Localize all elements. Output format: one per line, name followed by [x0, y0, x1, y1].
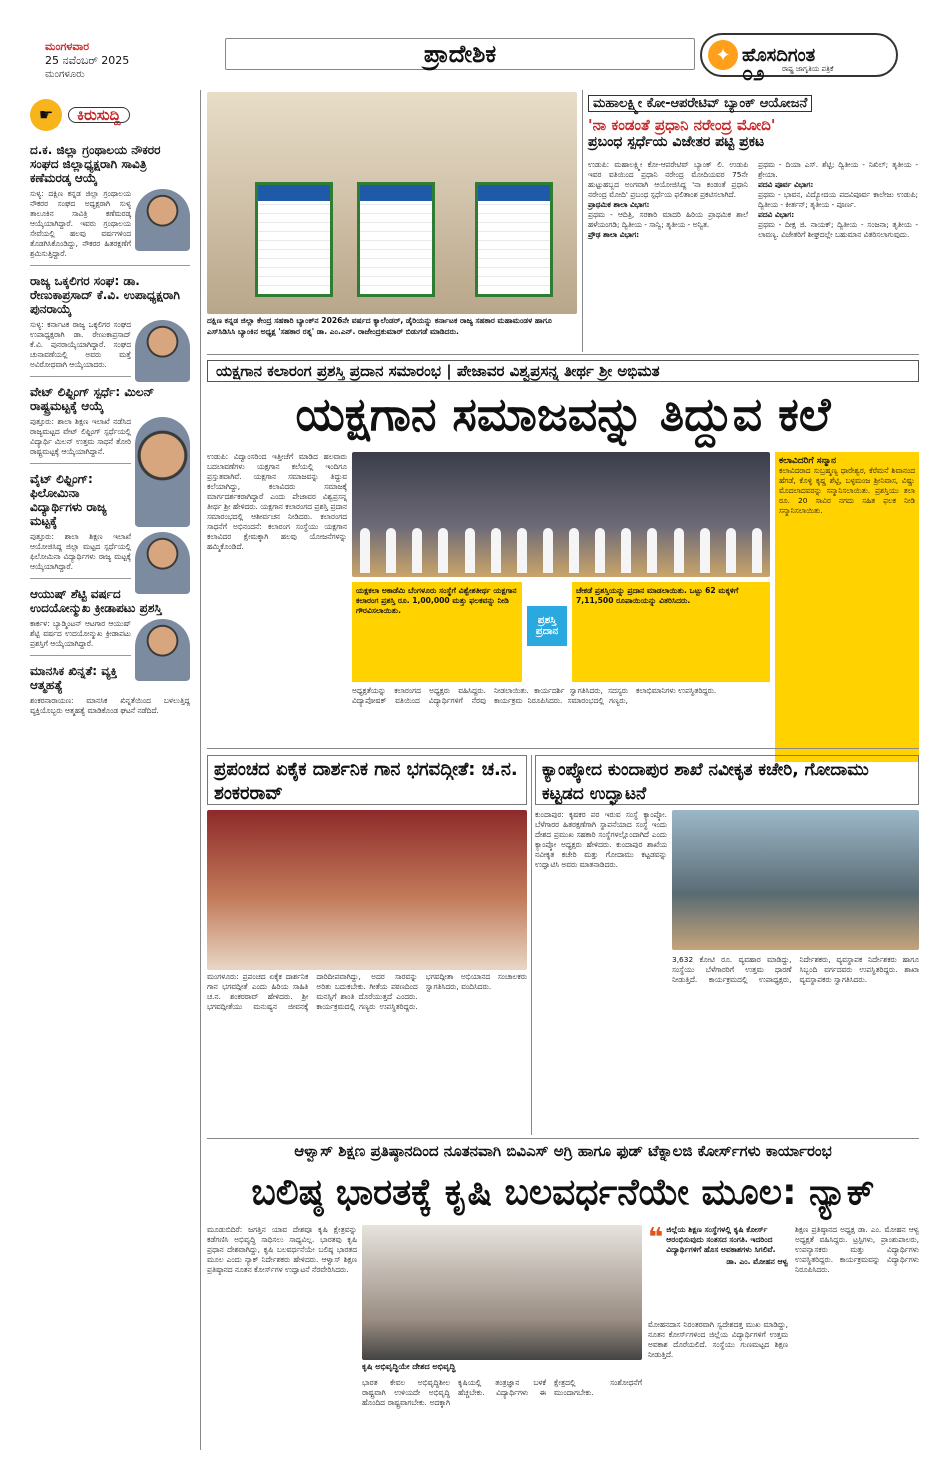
campco-right-columns: 3,632 ಕೋಟಿ ರೂ. ವ್ಯವಹಾರ ಮಾಡಿದ್ದು, ಸಂಸ್ಥೆಯು ಬೆಳೆಗಾರರಿಗೆ ಉತ್ತಮ ಧಾರಣೆ ನೀಡುತ್ತಿದೆ. ಕಾರ್ಯಕ್ರಮದಲ್ಲಿ ಉಪಾಧ್ಯಕ್ಷರು, ನಿರ್ದೇಶಕರು, ವ್ಯವಸ್ಥಾಪಕ ನಿರ್ದೇಶಕರು ಹಾಗೂ ಸಿಬ್ಬಂದಿ ವರ್ಗದವರು ಉಪಸ್ಥಿತರಿದ್ದರು. ಶಾಖಾ ವ್ಯವಸ್ಥಾಪಕರು ಸ್ವಾಗತಿಸಿದರು.: [672, 955, 919, 984]
alvas-kicker: ಆಳ್ವಾಸ್ ಶಿಕ್ಷಣ ಪ್ರತಿಷ್ಠಾನದಿಂದ ನೂತನವಾಗಿ ಬಿವಿಎಸ್ ಅಗ್ರಿ ಹಾಗೂ ಫುಡ್ ಟೆಕ್ನಾಲಜಿ ಕೋರ್ಸ್‌ಗಳು ಕಾರ್ಯಾರಂಭ: [294, 1142, 832, 1160]
weekday: ಮಂಗಳವಾರ: [45, 40, 90, 53]
campco-headline: ಕ್ಯಾಂಪ್ಕೋದ ಕುಂದಾಪುರ ಶಾಖೆ ನವೀಕೃತ ಕಚೇರಿ, ಗೋದಾಮು ಕಟ್ಟಡದ ಉದ್ಘಾಟನೆ: [535, 755, 919, 805]
column-rule: [200, 90, 201, 1450]
award-badge: ಪ್ರಶಸ್ತಿ ಪ್ರದಾನ: [527, 606, 567, 646]
story-title: 'ನಾ ಕಂಡಂತೆ ಪ್ರಧಾನಿ ನರೇಂದ್ರ ಮೋದಿ': [588, 116, 776, 134]
alvas-right-column: ಮೋಹನದಾಸ ನಿರಂತರವಾಗಿ ಸ್ವದೇಶದತ್ತ ಮುಖ ಮಾಡಿದ್ದು, ನೂತನ ಕೋರ್ಸ್‌ಗಳಿಂದ ಜಿಲ್ಲೆಯ ವಿದ್ಯಾರ್ಥಿಗಳಿಗೆ ಉತ್ತಮ ಅವಕಾಶ ದೊರೆಯಲಿದೆ. ಸಂಸ್ಥೆಯು ಗುಣಮಟ್ಟದ ಶಿಕ್ಷಣ ನೀಡುತ್ತಿದೆ.: [648, 1320, 788, 1359]
quote-mark-icon: ❝: [648, 1223, 664, 1253]
brief-body: ಪುತ್ತೂರು: ಶಾಲಾ ಶಿಕ್ಷಣ ಇಲಾಖೆ ನಡೆಸಿದ ರಾಜ್ಯಮಟ್ಟದ ವೇಟ್ ಲಿಫ್ಟಿಂಗ್ ಸ್ಪರ್ಧೆಯಲ್ಲಿ ವಿದ್ಯಾರ್ಥಿ ಮಿಲನ್ ಉತ್ತಮ ಸಾಧನೆ ತೋರಿ ರಾಷ್ಟ್ರಮಟ್ಟಕ್ಕೆ ಆಯ್ಕೆಯಾಗಿದ್ದಾನೆ.: [30, 417, 131, 456]
brief-headline: ಆಯುಷ್ ಶೆಟ್ಟಿ ವರ್ಷದ ಉದಯೋನ್ಮುಖ ಕ್ರೀಡಾಪಟು ಪ್ರಶಸ್ತಿ: [30, 587, 162, 615]
page-header: [0, 0, 945, 88]
lead-kicker: ಯಕ್ಷಗಾನ ಕಲಾರಂಗ ಪ್ರಶಸ್ತಿ ಪ್ರದಾನ ಸಮಾರಂಭ | ಪೇಜಾವರ ವಿಶ್ವಪ್ರಸನ್ನ ತೀರ್ಥ ಶ್ರೀ ಅಭಿಮತ: [207, 360, 919, 382]
city: ಮಂಗಳೂರು: [45, 69, 85, 80]
section-label: ಪದವಿ ಪೂರ್ವ ವಿಭಾಗ:: [758, 180, 814, 189]
brief-body: ಪುತ್ತೂರು: ಶಾಲಾ ಶಿಕ್ಷಣ ಇಲಾಖೆ ಆಯೋಜಿಸಿದ್ದ ಜಿಲ್ಲಾ ಮಟ್ಟದ ಸ್ಪರ್ಧೆಯಲ್ಲಿ ಫಿಲೋಮಿನಾ ವಿದ್ಯಾರ್ಥಿಗಳು ರಾಜ್ಯ ಮಟ್ಟಕ್ಕೆ ಆಯ್ಕೆಯಾಗಿದ್ದಾರೆ.: [30, 532, 131, 571]
brief-photo: [135, 532, 190, 594]
story-kicker: ಮಹಾಲಕ್ಷ್ಮೀ ಕೋ-ಆಪರೇಟಿವ್ ಬ್ಯಾಂಕ್ ಆಯೋಜನೆ: [588, 95, 812, 112]
alvas-far-right-column: ಶಿಕ್ಷಣ ಪ್ರತಿಷ್ಠಾನದ ಅಧ್ಯಕ್ಷ ಡಾ. ಎಂ. ಮೋಹನ ಆಳ್ವ ಅಧ್ಯಕ್ಷತೆ ವಹಿಸಿದ್ದರು. ಟ್ರಸ್ಟಿಗಳು, ಪ್ರಾಂಶುಪಾಲರು, ಉಪನ್ಯಾಸಕರು ಮತ್ತು ವಿದ್ಯಾರ್ಥಿಗಳು ಉಪಸ್ಥಿತರಿದ್ದರು. ಕಾರ್ಯಕ್ರಮವನ್ನು ವಿದ್ಯಾರ್ಥಿಗಳು ನಿರೂಪಿಸಿದರು.: [795, 1225, 919, 1274]
divider: [30, 578, 131, 579]
brief-body: ಕಾರ್ಕಳ: ಬ್ಯಾಡ್ಮಿಂಟನ್ ಆಟಗಾರ ಆಯುಷ್ ಶೆಟ್ಟಿ ವರ್ಷದ ಉದಯೋನ್ಮುಖ ಕ್ರೀಡಾಪಟು ಪ್ರಶಸ್ತಿಗೆ ಆಯ್ಕೆಯಾಗಿದ್ದಾರೆ.: [30, 619, 131, 648]
brief-body: ಸುಳ್ಯ: ದಕ್ಷಿಣ ಕನ್ನಡ ಜಿಲ್ಲಾ ಗ್ರಂಥಾಲಯ ನೌಕರರ ಸಂಘದ ಅಧ್ಯಕ್ಷರಾಗಿ ಸುಳ್ಯ ತಾಲೂಕಿನ ಸಾವಿತ್ರಿ ಕಣೆಮರಡ್ಕ ಆಯ್ಕೆಯಾಗಿದ್ದಾರೆ. ಇವರು ಗ್ರಂಥಾಲಯ ಸೇವೆಯಲ್ಲಿ ಹಲವು ವರ್ಷಗಳಿಂದ ತೊಡಗಿಸಿಕೊಂಡಿದ್ದು, ನೌಕರರ ಹಿತರಕ್ಷಣೆಗೆ ಶ್ರಮಿಸುತ್ತಿದ್ದಾರೆ.: [30, 189, 131, 258]
gita-event-photo: [207, 810, 527, 970]
brief-body: ಶಂಕರನಾರಾಯಣ: ಮಾನಸಿಕ ಖಿನ್ನತೆಯಿಂದ ಬಳಲುತ್ತಿದ್ದ ವ್ಯಕ್ತಿಯೊಬ್ಬರು ಆತ್ಮಹತ್ಯೆ ಮಾಡಿಕೊಂಡ ಘಟನೆ ನಡೆದಿದೆ.: [30, 696, 190, 715]
honorees-box: [775, 452, 919, 762]
box-text: ಕಲಾವಿದರಾದ ಸುಬ್ರಹ್ಮಣ್ಯ ಧಾರೇಶ್ವರ, ಕೆರೆಮನೆ ಶಿವಾನಂದ ಹೆಗಡೆ, ಕೊಳ್ಳಿ ಕೃಷ್ಣ ಶೆಟ್ಟಿ, ಬಳ್ಳಮಂಜ ಶ್ರೀನಿವಾಸ, ವಿಷ್ಣು ಮೊದಲಾದವರನ್ನು ಸನ್ಮಾನಿಸಲಾಯಿತು. ಪ್ರಶಸ್ತಿಯು ತಲಾ ರೂ. 20 ಸಾವಿರ ನಗದು ಸಹಿತ ಫಲಕ ನೀಡಿ ಸನ್ಮಾನಿಸಲಾಯಿತು.: [779, 466, 915, 515]
section-title: ಪ್ರಾದೇಶಿಕ: [225, 38, 695, 70]
quote-author: ಡಾ. ಎಂ. ಮೋಹನ ಆಳ್ವ: [726, 1257, 788, 1266]
hand-point-icon: ☛: [30, 99, 62, 131]
award-ceremony-photo: [352, 452, 770, 577]
story-essay-body: [588, 160, 918, 350]
brief-headline: ರಾಜ್ಯ ಒಕ್ಕಲಿಗರ ಸಂಘ: ಡಾ. ರೇಣುಕಾಪ್ರಸಾದ್ ಕೆ.ವಿ. ಉಪಾಧ್ಯಕ್ಷರಾಗಿ ಪುನರಾಯ್ಕೆ: [30, 274, 180, 316]
calendar-release-photo: [207, 92, 577, 314]
section-label: ಪ್ರಾಥಮಿಕ ಶಾಲಾ ವಿಭಾಗ:: [588, 200, 650, 209]
article-text: ಪ್ರಥಮ - ಭಾವನ, ವಿದ್ಯೋದಯ ಪದವಿಪೂರ್ವ ಕಾಲೇಜು ಉಡುಪಿ; ದ್ವಿತೀಯ - ಕೀರ್ತನ್; ತೃತೀಯ - ಪೂರ್ಣ.: [758, 190, 918, 209]
section-rule: [207, 748, 919, 749]
brief-photo: [135, 619, 190, 681]
article-text: ಪ್ರಥಮ - ಆದಿತ್ರಿ, ಸರಕಾರಿ ಮಾದರಿ ಹಿರಿಯ ಪ್ರಾಥಮಿಕ ಶಾಲೆ ಹಳೆಯಂಗಡಿ; ದ್ವಿತೀಯ - ಸಾನ್ವಿ; ತೃತೀಯ - ಅನ್ವಿತ.: [588, 210, 748, 229]
subhead: ಕೃಷಿ ಅಭಿವೃದ್ಧಿಯೇ ದೇಶದ ಅಭಿವೃದ್ಧಿ: [362, 1362, 456, 1371]
quote-text: ಜಿಲ್ಲೆಯ ಶಿಕ್ಷಣ ಸಂಸ್ಥೆಗಳಲ್ಲಿ ಕೃಷಿ ಕೋರ್ಸ್ ಆರಂಭಿಸುವುದು ಸಂತಸದ ಸಂಗತಿ. ಇದರಿಂದ ವಿದ್ಯಾರ್ಥಿಗಳಿಗೆ ಹೊಸ ಅವಕಾಶಗಳು ಸಿಗಲಿವೆ.: [666, 1225, 776, 1254]
alvas-left-column: ಮೂಡುಬಿದಿರೆ: ಜಗತ್ತಿನ ಯಾವ ದೇಶವೂ ಕೃಷಿ ಕ್ಷೇತ್ರವನ್ನು ಕಡೆಗಣಿಸಿ ಅಭಿವೃದ್ಧಿ ಸಾಧಿಸಲು ಸಾಧ್ಯವಿಲ್ಲ. ಭಾರತವು ಕೃಷಿ ಪ್ರಧಾನ ದೇಶವಾಗಿದ್ದು, ಕೃಷಿ ಬಲವರ್ಧನೆಯೇ ಬಲಿಷ್ಠ ಭಾರತದ ಮೂಲ ಎಂದು ನ್ಯಾಕ್ ನಿರ್ದೇಶಕರು ಹೇಳಿದರು. ಆಳ್ವಾಸ್ ಶಿಕ್ಷಣ ಪ್ರತಿಷ್ಠಾನದ ನೂತನ ಕೋರ್ಸ್‌ಗಳ ಉದ್ಘಾಟನೆ ನೆರವೇರಿಸಿದರು.: [207, 1225, 357, 1274]
story-essay-header: [588, 92, 918, 150]
section-label: ಪದವಿ ವಿಭಾಗ:: [758, 210, 795, 219]
alvas-mid-columns: ಭಾರತ ಕೇವಲ ಅಭಿವೃದ್ಧಿಶೀಲ ರಾಷ್ಟ್ರವಾಗಿ ಉಳಿಯದೇ ಅಭಿವೃದ್ಧಿ ಹೊಂದಿದ ರಾಷ್ಟ್ರವಾಗಬೇಕು. ಅದಕ್ಕಾಗಿ ಕೃಷಿಯಲ್ಲಿ ತಂತ್ರಜ್ಞಾನ ಬಳಕೆ ಹೆಚ್ಚಬೇಕು. ವಿದ್ಯಾರ್ಥಿಗಳು ಈ ಕ್ಷೇತ್ರದಲ್ಲಿ ಸಂಶೋಧನೆಗೆ ಮುಂದಾಗಬೇಕು.: [362, 1378, 642, 1407]
box-title: ಕಲಾವಿದರಿಗೆ ಸನ್ಮಾನ: [779, 456, 836, 466]
brief-headline: ಮಾನಸಿಕ ಖಿನ್ನತೆ: ವ್ಯಕ್ತಿ ಆತ್ಮಹತ್ಯೆ: [30, 664, 118, 692]
section-rule: [207, 1138, 919, 1139]
story-subtitle: ಪ್ರಬಂಧ ಸ್ಪರ್ಧೆಯ ವಿಜೇತರ ಪಟ್ಟಿ ಪ್ರಕಟ: [588, 134, 765, 150]
column-rule: [582, 90, 583, 352]
divider: [30, 265, 190, 266]
briefs-header: [30, 95, 190, 135]
article-text: ಉಡುಪಿ: ಮಹಾಲಕ್ಷ್ಮೀ ಕೋ-ಆಪರೇಟಿವ್ ಬ್ಯಾಂಕ್ ಲಿ. ಉಡುಪಿ ಇವರ ವತಿಯಿಂದ ಪ್ರಧಾನಿ ನರೇಂದ್ರ ಮೋದಿಯವರ 75ನೇ ಹುಟ್ಟುಹಬ್ಬದ ಅಂಗವಾಗಿ ಆಯೋಜಿಸಿದ್ದ 'ನಾ ಕಂಡಂತೆ ಪ್ರಧಾನಿ ನರೇಂದ್ರ ಮೋದಿ' ಪ್ರಬಂಧ ಸ್ಪರ್ಧೆಯ ಫಲಿತಾಂಶ ಪ್ರಕಟಿಸಲಾಗಿದೆ.: [588, 160, 748, 199]
brief-headline: ದ.ಕ. ಜಿಲ್ಲಾ ಗ್ರಂಥಾಲಯ ನೌಕರರ ಸಂಘದ ಜಿಲ್ಲಾಧ್ಯಕ್ಷರಾಗಿ ಸಾವಿತ್ರಿ ಕಣೆಮರಡ್ಕ ಆಯ್ಕೆ: [30, 143, 161, 185]
lead-headline: ಯಕ್ಷಗಾನ ಸಮಾಜವನ್ನು ತಿದ್ದುವ ಕಲೆ: [295, 387, 831, 441]
column-rule: [531, 755, 532, 1135]
highlight-box: ಯಕ್ಷಕಲಾ ಅಕಾಡೆಮಿ ಬೆಂಗಳೂರು ಸಂಸ್ಥೆಗೆ ವಿಶ್ವೇಶತೀರ್ಥ ಯಕ್ಷಗಾನ ಕಲಾರಂಗ ಪ್ರಶಸ್ತಿ ರೂ. 1,00,000 ಮತ್ತು ಫಲಕವನ್ನು ನೀಡಿ ಗೌರವಿಸಲಾಯಿತು.: [352, 582, 522, 682]
section-label: ಪ್ರೌಢ ಶಾಲಾ ವಿಭಾಗ:: [588, 230, 640, 239]
brief-headline: ವೈಟ್ ಲಿಫ್ಟಿಂಗ್: ಫಿಲೋಮಿನಾ ವಿದ್ಯಾರ್ಥಿಗಳು ರಾಜ್ಯ ಮಟ್ಟಕ್ಕೆ: [30, 472, 107, 528]
gita-body: ಮಂಗಳೂರು: ಪ್ರಪಂಚದ ಏಕೈಕ ದಾರ್ಶನಿಕ ಗಾನ ಭಗವದ್ಗೀತೆ ಎಂದು ಹಿರಿಯ ಸಾಹಿತಿ ಚ.ನ. ಶಂಕರರಾವ್ ಹೇಳಿದರು. ಶ್ರೀ ಭಗವದ್ಗೀತೆಯು ಮನುಷ್ಯನ ಜೀವನಕ್ಕೆ ದಾರಿದೀಪವಾಗಿದ್ದು, ಅದರ ಸಾರವನ್ನು ಅರಿತು ಬದುಕಬೇಕು. ಗೀತೆಯ ಪಠಣದಿಂದ ಮನಸ್ಸಿಗೆ ಶಾಂತಿ ದೊರೆಯುತ್ತದೆ ಎಂದರು. ಕಾರ್ಯಕ್ರಮದಲ್ಲಿ ಗಣ್ಯರು ಉಪಸ್ಥಿತರಿದ್ದರು. ಭಗವದ್ಗೀತಾ ಅಭಿಯಾನದ ಸಂಚಾಲಕರು ಸ್ವಾಗತಿಸಿದರು, ವಂದಿಸಿದರು.: [207, 972, 527, 1011]
campco-inauguration-photo: [672, 810, 919, 950]
page-number: ೦೨: [742, 61, 765, 85]
brand-tagline: ರಾಷ್ಟ್ರ ಜಾಗೃತಿಯ ಪತ್ರಿಕೆ: [782, 65, 834, 73]
divider: [30, 655, 131, 656]
photo-caption: ದಕ್ಷಿಣ ಕನ್ನಡ ಜಿಲ್ಲಾ ಕೇಂದ್ರ ಸಹಕಾರಿ ಬ್ಯಾಂಕ್‌ನ 2026ನೇ ವರ್ಷದ ಕ್ಯಾಲೆಂಡರ್, ಡೈರಿಯನ್ನು ಕರ್ನಾಟಕ ರಾಜ್ಯ ಸಹಕಾರ ಮಹಾಮಂಡಳ ಹಾಗೂ ಎಸ್‌ಸಿಡಿಸಿಸಿ ಬ್ಯಾಂಕಿನ ಅಧ್ಯಕ್ಷ 'ಸಹಕಾರ ರತ್ನ' ಡಾ. ಎಂ.ಎನ್. ರಾಜೇಂದ್ರಕುಮಾರ್ ಬಿಡುಗಡೆ ಮಾಡಿದರು.: [207, 316, 552, 336]
calendar-image: [357, 182, 435, 297]
article-text: ಪ್ರಥಮ - ದಿಯಾ ಎಸ್. ಶೆಟ್ಟಿ; ದ್ವಿತೀಯ - ನಿಖಿಲ್; ತೃತೀಯ - ಶ್ರೇಯಾ.: [758, 160, 918, 179]
divider: [30, 376, 131, 377]
gita-headline: ಪ್ರಪಂಚದ ಏಕೈಕ ದಾರ್ಶನಿಕ ಗಾನ ಭಗವದ್ಗೀತೆ: ಚ.ನ. ಶಂಕರರಾವ್: [207, 755, 527, 805]
divider: [30, 463, 131, 464]
section-rule: [207, 354, 919, 355]
sidebar-briefs: [30, 95, 190, 1450]
brief-photo: [135, 189, 190, 251]
brief-headline: ವೇಟ್ ಲಿಫ್ಟಿಂಗ್ ಸ್ಪರ್ಧೆ: ಮಿಲನ್ ರಾಷ್ಟ್ರಮಟ್ಟಕ್ಕೆ ಆಯ್ಕೆ: [30, 385, 155, 413]
calendar-image: [255, 182, 333, 297]
lead-left-column: ಉಡುಪಿ: ವಿದ್ವಾಂಸರಿಂದ ಇತ್ತೀಚೆಗೆ ಮಾಡಿದ ಹಲವಾರು ಬದಲಾವಣೆಗಳು ಯಕ್ಷಗಾನ ಕಲೆಯಲ್ಲಿ ಇಂದಿಗೂ ಪ್ರಸ್ತುತವಾಗಿವೆ. ಯಕ್ಷಗಾನ ಸಮಾಜವನ್ನು ತಿದ್ದುವ ಕಲೆಯಾಗಿದ್ದು, ಕಲಾವಿದರು ಸಮಾಜಕ್ಕೆ ಮಾರ್ಗದರ್ಶಕರಾಗಿದ್ದಾರೆ ಎಂದು ಪೇಜಾವರ ವಿಶ್ವಪ್ರಸನ್ನ ತೀರ್ಥ ಶ್ರೀ ಹೇಳಿದರು. ಯಕ್ಷಗಾನ ಕಲಾರಂಗದ ಪ್ರಶಸ್ತಿ ಪ್ರದಾನ ಸಮಾರಂಭದಲ್ಲಿ ಆಶೀರ್ವಚನ ನೀಡಿದರು. ಕಲಾರಂಗದ ಸಾಧನೆಗೆ ಅಭಿನಂದನೆ: ಕಲಾರಂಗ ಸಂಸ್ಥೆಯು ಯಕ್ಷಗಾನ ಕಲಾವಿದರ ಕ್ಷೇಮಕ್ಕಾಗಿ ಹಲವು ಯೋಜನೆಗಳನ್ನು ಹಮ್ಮಿಕೊಂಡಿದೆ.: [207, 452, 347, 551]
masthead-brand: [700, 33, 898, 85]
highlight-box: ಚೇಕಡೆ ಪ್ರಶಸ್ತಿಯನ್ನು ಪ್ರದಾನ ಮಾಡಲಾಯಿತು. ಒಟ್ಟು 62 ಮಕ್ಕಳಿಗೆ 7,11,500 ರೂಪಾಯಿಯನ್ನು ವಿತರಿಸಿದರು.: [572, 582, 770, 682]
brand-logo-icon: ✦: [708, 40, 738, 70]
lead-mid-columns: ಅಧ್ಯಕ್ಷತೆಯನ್ನು ಕಲಾರಂಗದ ಅಧ್ಯಕ್ಷರು ವಹಿಸಿದ್ದರು. ವಿದ್ಯಾಪೋಷಕ್ ವತಿಯಿಂದ ವಿದ್ಯಾರ್ಥಿಗಳಿಗೆ ನೆರವು ನೀಡಲಾಯಿತು. ಕಾರ್ಯದರ್ಶಿ ಸ್ವಾಗತಿಸಿದರು, ಸದಸ್ಯರು ಕಾರ್ಯಕ್ರಮ ನಿರೂಪಿಸಿದರು. ಸಮಾರಂಭದಲ್ಲಿ ಗಣ್ಯರು, ಕಲಾಭಿಮಾನಿಗಳು ಉಪಸ್ಥಿತರಿದ್ದರು.: [352, 686, 717, 705]
brief-photo: [135, 417, 190, 527]
article-text: ಪ್ರಥಮ - ದೀಕ್ಷ ಜಿ. ನಾಯಕ್; ದ್ವಿತೀಯ - ಸಂಜನಾ; ತೃತೀಯ - ಲಾವಣ್ಯ. ವಿಜೇತರಿಗೆ ಶೀಘ್ರದಲ್ಲೇ ಬಹುಮಾನ ವಿತರಿಸಲಾಗುವುದು.: [758, 220, 918, 239]
campco-left-column: ಕುಂದಾಪುರ: ಕೃಷಕರ ಪರ ಇರುವ ಸಂಸ್ಥೆ ಕ್ಯಾಂಪ್ಕೋ. ಬೆಳೆಗಾರರ ಹಿತರಕ್ಷಣೆಗಾಗಿ ಸ್ಥಾಪನೆಯಾದ ಸಂಸ್ಥೆ ಇಂದು ದೇಶದ ಪ್ರಮುಖ ಸಹಕಾರಿ ಸಂಸ್ಥೆಗಳಲ್ಲೊಂದಾಗಿದೆ ಎಂದು ಕ್ಯಾಂಪ್ಕೋ ಅಧ್ಯಕ್ಷರು ಹೇಳಿದರು. ಕುಂದಾಪುರ ಶಾಖೆಯ ನವೀಕೃತ ಕಚೇರಿ ಮತ್ತು ಗೋದಾಮು ಕಟ್ಟಡವನ್ನು ಉದ್ಘಾಟಿಸಿ ಅವರು ಮಾತನಾಡಿದರು.: [535, 810, 667, 869]
alvas-headline: ಬಲಿಷ್ಠ ಭಾರತಕ್ಕೆ ಕೃಷಿ ಬಲವರ್ಧನೆಯೇ ಮೂಲ: ನ್ಯಾಕ್: [251, 1172, 875, 1213]
calendar-image: [475, 182, 553, 297]
brief-photo: [135, 320, 190, 382]
pull-quote: [648, 1225, 788, 1315]
date: 25 ನವೆಂಬರ್ 2025: [45, 54, 130, 67]
briefs-title: ಕಿರುಸುದ್ದಿ: [68, 107, 130, 123]
brand-name: ಹೊಸದಿಗಂತ: [742, 44, 816, 66]
lamp-lighting-photo: [362, 1225, 642, 1360]
brief-body: ಸುಳ್ಯ: ಕರ್ನಾಟಕ ರಾಜ್ಯ ಒಕ್ಕಲಿಗರ ಸಂಘದ ಉಪಾಧ್ಯಕ್ಷರಾಗಿ ಡಾ. ರೇಣುಕಾಪ್ರಸಾದ್ ಕೆ.ವಿ. ಪುನರಾಯ್ಕೆಯಾಗಿದ್ದಾರೆ. ಸಂಘದ ಚುನಾವಣೆಯಲ್ಲಿ ಅವರು ಮತ್ತೆ ಅವಿರೋಧವಾಗಿ ಆಯ್ಕೆಯಾದರು.: [30, 320, 131, 369]
dateline: [45, 40, 129, 82]
